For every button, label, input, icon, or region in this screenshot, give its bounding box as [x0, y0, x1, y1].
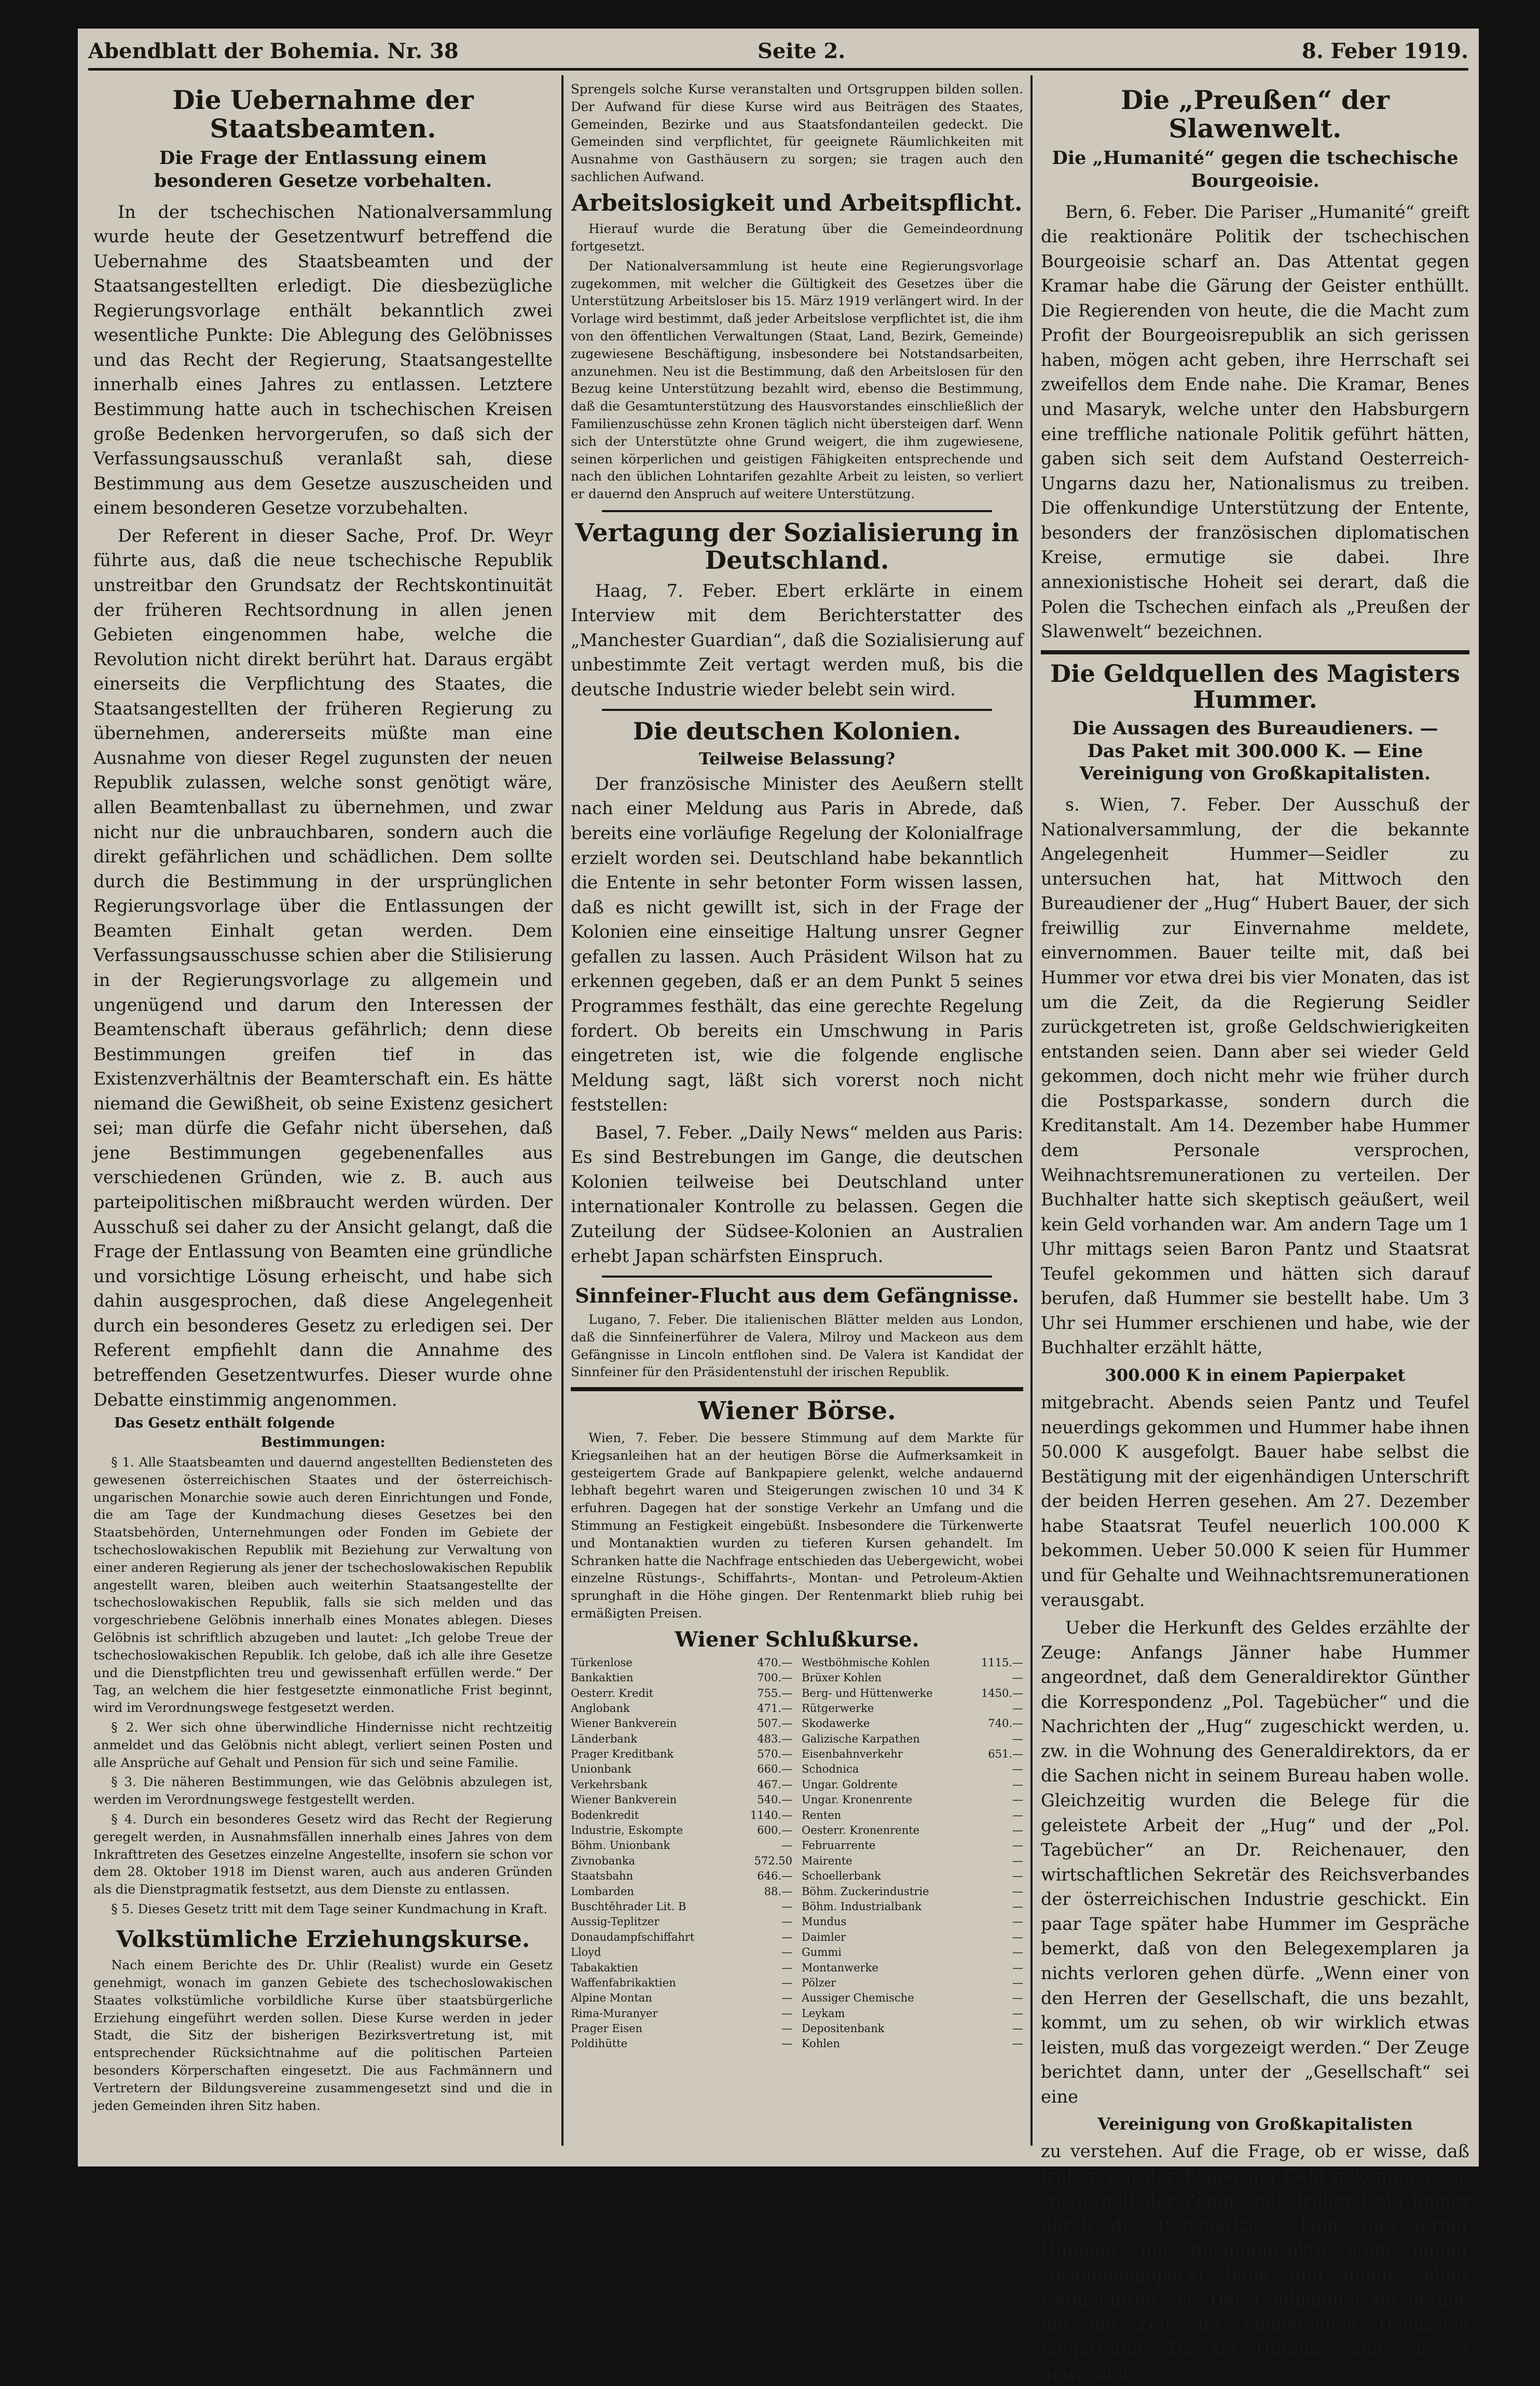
rate-row	[571, 1701, 792, 1716]
paragraph: § 3. Die näheren Bestimmungen, wie das Gelöbnis abzulegen ist, werden im Verordnungswege festgestellt werden.	[93, 1774, 553, 1807]
rate-name: Lombarden	[571, 1885, 634, 1898]
rate-value: —	[781, 1915, 792, 1928]
article-body	[571, 579, 1023, 702]
divider	[602, 1276, 992, 1278]
paragraph: § 5. Dieses Gesetz tritt mit dem Tage seiner Kundmachung in Kraft.	[111, 1901, 548, 1916]
rate-name: Schoellerbank	[802, 1870, 881, 1883]
rate-row	[571, 2006, 792, 2021]
rate-row	[802, 1854, 1023, 1869]
rate-value: —	[781, 1976, 792, 1989]
rate-name: Ungar. Goldrente	[802, 1778, 898, 1791]
rate-row	[571, 1838, 792, 1853]
article-body	[571, 220, 1023, 503]
rate-row	[571, 1655, 792, 1670]
rate-row	[571, 1747, 792, 1762]
rate-name: Anglobank	[571, 1702, 630, 1715]
rate-row	[571, 1823, 792, 1838]
rate-value: 572.50	[754, 1854, 792, 1867]
subheadline: Die „Humanité“ gegen die tschechische Bourgeoisie.	[1052, 147, 1459, 191]
rate-name: Türkenlose	[571, 1656, 632, 1669]
rate-row	[802, 1808, 1023, 1823]
masthead-title: Abendblatt der Bohemia. Nr. 38	[88, 39, 459, 63]
paragraph: In der tschechischen Nationalversammlung wurde heute der Gesetzentwurf betreffend die Uebernahme des Staatsbeamten und der Staatsangestellten erledigt. Die diesbezügliche Regierungsvorlage enthält bekanntlich zwei wesentliche Punkte: Die Ablegung des Gelöbnisses und das Recht der Regierung, Staatsangestellte innerhalb eines Jahres zu entlassen. Letztere Bestimmung hatte auch in tschechischen Kreisen große Bedenken hervorgerufen, so daß sich der Verfassungsausschuß veranlaßt sah, diese Bestimmung aus dem Gesetze auszuscheiden und einem besonderen Gesetze vorzubehalten.	[93, 201, 553, 518]
rate-row	[571, 1884, 792, 1899]
masthead-rule	[88, 68, 1468, 71]
rate-value: —	[1012, 2022, 1023, 2035]
rate-name: Industrie, Eskompte	[571, 1824, 683, 1837]
article-body	[1041, 792, 1469, 1360]
rate-row	[571, 1991, 792, 2006]
rate-value: 1115.—	[981, 1656, 1023, 1669]
rate-name: Februarrente	[802, 1839, 876, 1852]
paragraph: Hierauf wurde die Beratung über die Gemeindeordnung fortgesetzt.	[571, 221, 1023, 254]
article-body	[93, 1956, 553, 2114]
rate-name: Lloyd	[571, 1946, 601, 1959]
rate-value: 660.—	[757, 1763, 792, 1776]
rate-value: 755.—	[757, 1686, 792, 1699]
paragraph: s. Wien, 7. Feber. Der Ausschuß der Nationalversammlung, der die bekannte Angelegenheit Hummer—Seidler zu untersuchen hat, hat Mittwoch den Bureaudiener der „Hug“ Hubert Bauer, der sich freiwillig zur Einvernahme meldete, einvernommen. Bauer teilte mit, daß bei Hummer vor etwa drei bis vier Monaten, das ist um die Zeit, da die Regierung Seidler zurückgetreten ist, große Geldschwierigkeiten entstanden seien. Dann aber sei wieder Geld gekommen, doch nicht mehr wie früher durch die Postsparkasse, sondern durch die Kreditanstalt. Am 14. Dezember habe Hummer dem Personale versprochen, Weihnachtsremunerationen zu verteilen. Der Buchhalter hatte sich skeptisch geäußert, weil kein Geld vorhanden war. Am andern Tage um 1 Uhr mittags seien Baron Pantz und Staatsrat Teufel gekommen und hätten sich darauf berufen, daß Hummer sie bestellt habe. Um 3 Uhr sei Hummer erschienen und habe, wie der Buchhalter erzählt hätte,	[1041, 794, 1469, 1358]
rate-value: —	[1012, 1702, 1023, 1715]
rate-name: Böhm. Industrialbank	[802, 1900, 922, 1913]
rate-row	[802, 1838, 1023, 1853]
rate-row	[802, 1884, 1023, 1899]
headline: Die Uebernahme der Staatsbeamten.	[172, 85, 474, 144]
rate-name: Länderbank	[571, 1732, 638, 1745]
rate-row	[571, 1777, 792, 1792]
rate-name: Kohlen	[802, 2037, 840, 2050]
rate-value: —	[1012, 2037, 1023, 2050]
masthead-date: 8. Feber 1919.	[1301, 39, 1468, 63]
rate-value: —	[1012, 1961, 1023, 1974]
rate-row	[571, 1869, 792, 1884]
paragraph: Der französische Minister des Aeußern stellt nach einer Meldung aus Paris in Abrede, daß bereits eine vorläufige Regelung der Kolonialfrage erzielt worden sei. Deutschland habe bekanntlich die Entente in sehr betonter Form wissen lassen, daß es nicht gewillt ist, sich in der Frage der Kolonien eine einseitige Haltung unsrer Gegner gefallen zu lassen. Auch Präsident Wilson hat zu erkennen gegeben, daß er an dem Punkt 5 seines Programmes festhält, das eine gerechte Regelung fordert. Ob bereits ein Umschwung in Paris eingetreten ist, wie die folgende englische Meldung sagt, läßt sich vorerst noch nicht feststellen:	[571, 773, 1023, 1115]
rate-name: Waffenfabrikaktien	[571, 1976, 676, 1989]
rate-value: —	[1012, 1992, 1023, 2005]
rate-name: Galizische Karpathen	[802, 1732, 920, 1745]
rate-row	[571, 1732, 792, 1747]
rate-row	[802, 1777, 1023, 1792]
article-body	[1041, 2139, 1469, 2386]
rate-name: Ungar. Kronenrente	[802, 1793, 912, 1806]
rate-row	[571, 2021, 792, 2036]
rate-row	[802, 1914, 1023, 1929]
subheadline: Die Aussagen des Bureaudieners. — Das Paket mit 300.000 K. — Eine Vereinigung von Großkapitalisten.	[1072, 717, 1438, 785]
rate-value: —	[1012, 1793, 1023, 1806]
rate-value: —	[781, 2037, 792, 2050]
rate-value: —	[1012, 1930, 1023, 1943]
rates-column-right	[802, 1655, 1023, 2052]
law-title: Bestimmungen:	[260, 1434, 386, 1451]
rate-name: Pölzer	[802, 1976, 836, 1989]
rate-row	[571, 2036, 792, 2051]
page-number: Seite 2.	[758, 39, 846, 63]
rate-name: Schodnica	[802, 1763, 859, 1776]
rate-row	[571, 1976, 792, 1991]
paragraph: § 2. Wer sich ohne überwindliche Hindernisse nicht rechtzeitig anmeldet und das Gelöbnis nicht ablegt, verliert seinen Posten und alle Ansprüche auf Gehalt und Pension für sich und seine Familie.	[93, 1720, 553, 1770]
divider	[602, 709, 992, 711]
rate-value: 540.—	[757, 1793, 792, 1806]
column-left	[93, 80, 553, 2156]
rate-row	[802, 1976, 1023, 1991]
rate-row	[802, 1732, 1023, 1747]
rates-table	[571, 1655, 1023, 2052]
rate-value: 1450.—	[981, 1686, 1023, 1699]
rate-value: —	[781, 1839, 792, 1852]
rate-value: —	[1012, 1870, 1023, 1883]
rate-value: —	[781, 1961, 792, 1974]
rate-name: Wiener Bankverein	[571, 1793, 677, 1806]
article-body	[571, 772, 1023, 1268]
rate-name: Daimler	[802, 1930, 846, 1943]
rate-name: Oesterr. Kredit	[571, 1686, 654, 1699]
rate-row	[571, 1792, 792, 1807]
rate-value: —	[1012, 1915, 1023, 1928]
rate-row	[802, 1899, 1023, 1914]
rate-name: Berg- und Hüttenwerke	[802, 1686, 933, 1699]
paragraph: § 1. Alle Staatsbeamten und dauernd angestellten Bediensteten des gewesenen österreichischen Staates und der österreichisch-ungarischen Monarchie sowie auch deren Einrichtungen und Fonde, die am Tage der Kundmachung dieses Gesetzes bei den Staatsbehörden, Unternehmungen oder Fonden im Gebiete der tschechoslowakischen Republik mit Beziehung zur Verwaltung von einer anderen Regierung als jener der tschechoslowakischen Republik angestellt waren, bleiben auch weiterhin Staatsangestellte der tschechoslowakischen Republik, falls sie sich melden und das vorgeschriebene Gelöbnis innerhalb eines Monates ablegen. Dieses Gelöbnis ist schriftlich abzugeben und lautet: „Ich gelobe Treue der tschechoslowakischen Republik. Ich gelobe, daß ich alle ihre Gesetze und die Dienstpflichten treu und gewissenhaft erfüllen werde.“ Der Tag, an welchem die hier festgesetzte einmonatliche Frist beginnt, wird im Verordnungswege festgesetzt werden.	[93, 1455, 553, 1716]
rate-row	[802, 1701, 1023, 1716]
rate-value: —	[1012, 1885, 1023, 1898]
rate-value: —	[1012, 1900, 1023, 1913]
headline: Arbeitslosigkeit und Arbeitspflicht.	[571, 189, 1023, 216]
rate-row	[802, 2006, 1023, 2021]
article-continuation	[571, 80, 1023, 186]
headline: Vertagung der Sozialisierung in Deutschland.	[575, 518, 1019, 575]
rate-name: Eisenbahnverkehr	[802, 1748, 903, 1761]
article-body	[93, 200, 553, 1413]
rate-name: Aussig-Teplitzer	[571, 1915, 659, 1928]
rate-name: Bankaktien	[571, 1671, 634, 1684]
rate-value: —	[781, 2022, 792, 2035]
rate-value: —	[1012, 1824, 1023, 1837]
rate-name: Mairente	[802, 1854, 852, 1867]
rate-name: Rima-Muranyer	[571, 2007, 658, 2020]
rate-name: Staatsbahn	[571, 1870, 634, 1883]
rates-column-left	[571, 1655, 792, 2052]
rate-name: Verkehrsbank	[571, 1778, 648, 1791]
headline: Die Geldquellen des Magisters Hummer.	[1050, 659, 1460, 714]
rate-name: Zivnobanka	[571, 1854, 636, 1867]
rate-name: Gummi	[802, 1946, 842, 1959]
rate-row	[571, 1808, 792, 1823]
rate-value: 483.—	[757, 1732, 792, 1745]
rate-name: Renten	[802, 1808, 842, 1821]
paragraph: Der Referent in dieser Sache, Prof. Dr. Weyr führte aus, daß die neue tschechische Republik unstreitbar den Grundsatz der Rechtskontinuität der früheren Rechtsordnung in allen jenen Gebieten eingenommen habe, welche die Revolution nicht direkt berührt hat. Daraus ergäbt einerseits die Verpflichtung des Staates, die Staatsangestellten der früheren Regierung zu übernehmen, andererseits müßte man eine Ausnahme von dieser Regel zugunsten der neuen Republik zulassen, welche sonst genötigt wäre, allen Beamtenballast zu übernehmen, und zwar nicht nur die unbrauchbaren, sondern auch die direkt gefährlichen und schädlichen. Dem sollte durch die Bestimmung in der ursprünglichen Regierungsvorlage über die Entlassungen der Beamten Einhalt getan werden. Dem Verfassungsausschusse schien aber die Stilisierung in der Regierungsvorlage zu allgemein und ungenügend und darum den Interessen der Beamtenschaft überaus gefährlich; denn diese Bestimmungen greifen tief in das Existenzverhältnis der Beamterschaft ein. Es hätte niemand die Gewißheit, ob seine Existenz gesichert sei; man dürfe die Gefahr nicht übersehen, daß jene Bestimmungen gegebenenfalles aus verschiedenen Gründen, wie z. B. auch aus parteipolitischen mißbraucht werden würden. Der Ausschuß sei daher zu der Ansicht gelangt, daß die Frage der Entlassung von Beamten eine gründliche und vorsichtige Lösung erheischt, und habe sich dahin ausgesprochen, daß diese Angelegenheit durch ein besonderes Gesetz zu erledigen sei. Der Referent empfiehlt dann die Annahme des betreffenden Gesetzentwurfes. Dieser wurde ohne Debatte einstimmig angenommen.	[93, 525, 553, 1410]
column-rule	[1030, 75, 1033, 2146]
article-body	[571, 1429, 1023, 1622]
rate-value: —	[1012, 1732, 1023, 1745]
rate-value: —	[1012, 1946, 1023, 1959]
masthead	[88, 39, 1468, 65]
rate-name: Wiener Bankverein	[571, 1717, 677, 1730]
headline: Die deutschen Kolonien.	[632, 717, 961, 746]
rate-name: Leykam	[802, 2007, 845, 2020]
rate-row	[802, 1792, 1023, 1807]
rate-value: —	[781, 1900, 792, 1913]
rate-name: Skodawerke	[802, 1717, 870, 1730]
paragraph: Nach einem Berichte des Dr. Uhlir (Realist) wurde ein Gesetz genehmigt, wonach im ganzen Gebiete des tschechoslowakischen Staates volkstümliche vorbildliche Kurse über staatsbürgerliche Erziehung eingeführt werden sollen. Diese Kurse werden in jeder Stadt, die Sitz der bisherigen Bezirksvertretung ist, mit entsprechender Rücksichtnahme auf die politischen Parteien besonders Körperschaften eingesetzt. Die aus Fachmännern und Vertretern der Bildungsvereine zusammengesetzt sind und die in jeden Gemeinden ihren Sitz haben.	[93, 1957, 553, 2113]
rate-value: 570.—	[757, 1748, 792, 1761]
rate-value: 646.—	[757, 1870, 792, 1883]
paragraph: Bern, 6. Feber. Die Pariser „Humanité“ greift die reaktionäre Politik der tschechischen Bourgeoisie scharf an. Das Attentat gegen Kramar habe die Gärung der Geister enthüllt. Die Regierenden von heute, die die Macht zum Profit der Bourgeoisrepublik an sich gerissen haben, mögen acht geben, ihre Herrschaft sei zweifellos dem Ende nahe. Die Kramar, Benes und Masaryk, welche unter den Habsburgern eine treffliche nationale Politik geführt hätten, gaben sich seit dem Aufstand Oesterreich-Ungarns dazu her, Nationalismus zu treiben. Die offenkundige Unterstützung der Entente, besonders der französischen diplomatischen Kreise, ermutige sie dabei. Ihre annexionistische Hoheit sei derart, daß die Polen die Tschechen einfach als „Preußen der Slawenwelt“ bezeichnen.	[1041, 201, 1469, 642]
rate-value: 470.—	[757, 1656, 792, 1669]
rate-value: 651.—	[988, 1748, 1023, 1761]
rate-value: 507.—	[757, 1717, 792, 1730]
rate-value: —	[1012, 1839, 1023, 1852]
rate-value: —	[781, 1992, 792, 2005]
newspaper-page	[78, 29, 1479, 2384]
rate-name: Brüxer Kohlen	[802, 1671, 882, 1684]
column-right	[1041, 80, 1469, 2384]
subheadline: Die Frage der Entlassung einem besonderen Gesetze vorbehalten.	[154, 147, 492, 191]
highlight-line: Vereinigung von Großkapitalisten	[1097, 2114, 1413, 2134]
rate-row	[802, 1716, 1023, 1731]
rate-name: Oesterr. Kronenrente	[802, 1824, 920, 1837]
rate-name: Böhm. Zuckerindustrie	[802, 1885, 929, 1898]
paragraph: § 4. Durch ein besonderes Gesetz wird das Recht der Regierung geregelt werden, in Ausnahmsfällen innerhalb eines Jahres von dem Inkrafttreten des Gesetzes einzelne Angestellte, insofern sie schon vor dem 28. Oktober 1918 im Dienst waren, auch aus anderen Gründen als die Dienstpragmatik festsetzt, aus dem Dienste zu entlassen.	[93, 1812, 553, 1897]
rate-value: —	[1012, 1763, 1023, 1776]
paragraph: Wien, 7. Feber. Die bessere Stimmung auf dem Markte für Kriegsanleihen hat an der heutigen Börse die Aufmerksamkeit in gesteigertem Grade auf Bankpapiere gelenkt, welche andauernd lebhaft begehrt waren und Steigerungen zwischen 10 und 34 K erfuhren. Dagegen hat der sonstige Verkehr an Umfang und die Stimmung an Festigkeit eingebüßt. Insbesondere die Türkenwerte und Montanaktien wurden zu tieferen Kursen gehandelt. Im Schranken hatte die Nachfrage entschieden das Uebergewicht, wobei einzelne Rüstungs-, Schiffahrts-, Montan- und Petroleum-Aktien sprunghaft in die Höhe gingen. Der Rentenmarkt blieb ruhig bei ermäßigten Preisen.	[571, 1430, 1023, 1621]
rate-name: Mundus	[802, 1915, 847, 1928]
rate-name: Prager Kreditbank	[571, 1748, 674, 1761]
rate-row	[802, 1991, 1023, 2006]
divider	[602, 510, 992, 512]
rate-name: Böhm. Unionbank	[571, 1839, 670, 1852]
rate-value: —	[1012, 1976, 1023, 1989]
rate-value: —	[1012, 1671, 1023, 1684]
paragraph: Der Nationalversammlung ist heute eine Regierungsvorlage zugekommen, mit welcher die Gültigkeit des Gesetzes über die Unterstützung Arbeitsloser bis 15. März 1919 verlängert wird. In der Vorlage wird bestimmt, daß jeder Arbeitslose verpflichtet ist, die ihm von den öffentlichen Verwaltungen (Staat, Land, Bezirk, Gemeinde) zugewiesene Beschäftigung, insbesondere bei Notstandsarbeiten, anzunehmen. Neu ist die Bestimmung, daß den Arbeitslosen für den Bezug keine Unterstützung bezahlt wird, ebenso die Bestimmung, daß die Gesamtunterstützung des Hausvorstandes einschließlich der Familienzuschüsse zehn Kronen täglich nicht übersteigen darf. Wenn sich der Unterstützte ohne Grund weigert, die ihm zugewiesene, seinen körperlichen und geistigen Fähigkeiten entsprechende und nach den üblichen Lohntarifen gezahlte Arbeit zu leisten, so verliert er dauernd den Anspruch auf weitere Unterstützung.	[571, 258, 1023, 502]
paragraph: Basel, 7. Feber. „Daily News“ melden aus Paris: Es sind Bestrebungen im Gange, die deutschen Kolonien teilweise bei Deutschland unter internationaler Kontrolle zu belassen. Gegen die Zuteilung der Südsee-Kolonien an Australien erhebt Japan schärfsten Einspruch.	[571, 1122, 1023, 1266]
subheadline: Teilweise Belassung?	[698, 748, 896, 769]
paragraph: zu verstehen. Auf die Frage, ob er wisse, daß früher von der Regierung Geld gekommen sei, wiederholt der Zeuge, daß früher Geld immer durch die Postsparkasse kam, daß ferner Hummer die Rechnungsakte stets immer zusammengepackt habe und damit selber weggefahren sei. Der Geldmangel sei gerade um die Zeit der Seidlerschen Demission eingetreten. Da sei Hummer sehr nervös geworden.	[1041, 2141, 1469, 2384]
rate-name: Bodenkredit	[571, 1808, 639, 1821]
rate-row	[571, 1930, 792, 1945]
rate-value: 467.—	[757, 1778, 792, 1791]
rate-name: Montanwerke	[802, 1961, 878, 1974]
rate-row	[571, 1716, 792, 1731]
rate-row	[802, 1747, 1023, 1762]
paragraph: Lugano, 7. Feber. Die italienischen Blätter melden aus London, daß die Sinnfeinerführer de Valera, Milroy und Mackeon aus dem Gefängnisse in Lincoln entflohen sind. De Valera ist Kandidat der Sinnfeiner für den Präsidentenstuhl der irischen Republik.	[571, 1311, 1023, 1380]
paragraph: Sprengels solche Kurse veranstalten und Ortsgruppen bilden sollen. Der Aufwand für diese Kurse wird aus Beiträgen des Staates, Gemeinden, Bezirke und aus Staatsfondanteilen gedeckt. Die Gemeinden sind verpflichtet, für geeignete Räumlichkeiten mit Ausnahme von Gasthäusern zu sorgen; sie tragen auch den sachlichen Aufwand.	[571, 81, 1023, 184]
rate-value: 600.—	[757, 1824, 792, 1837]
rate-value: 740.—	[988, 1717, 1023, 1730]
rate-row	[571, 1686, 792, 1701]
rate-row	[802, 1762, 1023, 1777]
rate-row	[802, 1670, 1023, 1685]
rate-name: Depositenbank	[802, 2022, 885, 2035]
rate-value: 1140.—	[750, 1808, 792, 1821]
rate-name: Alpine Montan	[571, 1992, 652, 2005]
headline: Wiener Börse.	[698, 1396, 896, 1426]
rate-row	[571, 1960, 792, 1976]
headline: Die „Preußen“ der Slawenwelt.	[1121, 85, 1390, 144]
rate-row	[802, 2036, 1023, 2051]
rate-name: Rütgerwerke	[802, 1702, 874, 1715]
rate-value: —	[781, 1946, 792, 1959]
article-body	[571, 1311, 1023, 1381]
paragraph: mitgebracht. Abends seien Pantz und Teufel neuerdings gekommen und Hummer habe ihnen 50.000 K ausgefolgt. Bauer habe selbst die Bestätigung mit der eigenhändigen Unterschrift der beiden Herren gesehen. Am 27. Dezember habe Staatsrat Teufel neuerlich 100.000 K bekommen. Ueber 50.000 K seien für Hummer und für Gehalte und Weihnachtsremunerationen verausgabt.	[1041, 1392, 1469, 1610]
paragraph: Ueber die Herkunft des Geldes erzählte der Zeuge: Anfangs Jänner habe Hummer angeordnet, daß dem Generaldirektor Günther die Korrespondenz „Pol. Tagebücher“ und die Nachrichten der „Hug“ zugeschickt werden, u. zw. in die Wohnung des Generaldirektors, da er die Sachen nicht in seinem Bureau haben wolle. Gleichzeitig wurden die Belege für die geleistete Arbeit der „Hug“ und der „Pol. Tagebücher“ an Dr. Reichenauer, den wirtschaftlichen Sekretär des Reichsverbandes der österreichischen Industrie geschickt. Ein paar Tage später habe Hummer im Gespräche bemerkt, daß von den Belegexemplaren ja nichts verloren gehen dürfe. „Wenn einer von den Herren der Gesellschaft, die uns bezahlt, kommt, um zu sehen, ob wir wirklich etwas leisten, muß das vorgezeigt werden.“ Der Zeuge berichtet dann, unter der „Gesellschaft“ sei eine	[1041, 1617, 1469, 2107]
rate-row	[802, 1823, 1023, 1838]
rate-row	[571, 1762, 792, 1777]
rate-name: Unionbank	[571, 1763, 631, 1776]
rate-name: Buschtěhrader Lit. B	[571, 1900, 686, 1913]
rate-name: Prager Eisen	[571, 2022, 643, 2035]
rate-row	[802, 2021, 1023, 2036]
rate-row	[802, 1945, 1023, 1960]
rate-name: Tabakaktien	[571, 1961, 638, 1974]
rate-value: 700.—	[757, 1671, 792, 1684]
rate-name: Aussiger Chemische	[802, 1992, 914, 2005]
headline: Sinnfeiner-Flucht aus dem Gefängnisse.	[575, 1284, 1019, 1308]
rate-row	[571, 1945, 792, 1960]
highlight-line: 300.000 K in einem Papierpaket	[1105, 1365, 1406, 1385]
rate-row	[571, 1914, 792, 1929]
rate-value: —	[1012, 1854, 1023, 1867]
rate-value: 88.—	[764, 1885, 792, 1898]
rate-value: 471.—	[757, 1702, 792, 1715]
column-middle	[571, 80, 1023, 2156]
rate-row	[571, 1670, 792, 1685]
law-intro: Das Gesetz enthält folgende	[114, 1415, 335, 1432]
rate-value: —	[781, 2007, 792, 2020]
article-body	[1041, 200, 1469, 644]
paragraph: Haag, 7. Feber. Ebert erklärte in einem Interview mit dem Berichterstatter des „Manchester Guardian“, daß die Sozialisierung auf unbestimmte Zeit vertagt werden muß, bis die deutsche Industrie wieder belebt sein wird.	[571, 580, 1023, 700]
article-body	[1041, 1390, 1469, 2109]
rate-row	[571, 1854, 792, 1869]
rates-title: Wiener Schlußkurse.	[675, 1627, 919, 1652]
law-text	[93, 1453, 553, 1918]
rate-value: —	[1012, 2007, 1023, 2020]
rate-row	[571, 1899, 792, 1914]
rate-name: Donaudampfschiffahrt	[571, 1930, 695, 1943]
rate-name: Westböhmische Kohlen	[802, 1656, 930, 1669]
headline: Volkstümliche Erziehungskurse.	[116, 1926, 530, 1953]
rate-value: —	[1012, 1808, 1023, 1821]
divider	[1041, 650, 1469, 654]
rate-value: —	[1012, 1778, 1023, 1791]
rate-row	[802, 1930, 1023, 1945]
rate-row	[802, 1686, 1023, 1701]
column-rule	[561, 75, 563, 2146]
rate-row	[802, 1960, 1023, 1976]
rate-row	[802, 1869, 1023, 1884]
rate-row	[802, 1655, 1023, 1670]
rate-value: —	[781, 1930, 792, 1943]
rate-name: Poldihütte	[571, 2037, 628, 2050]
divider	[571, 1387, 1023, 1391]
